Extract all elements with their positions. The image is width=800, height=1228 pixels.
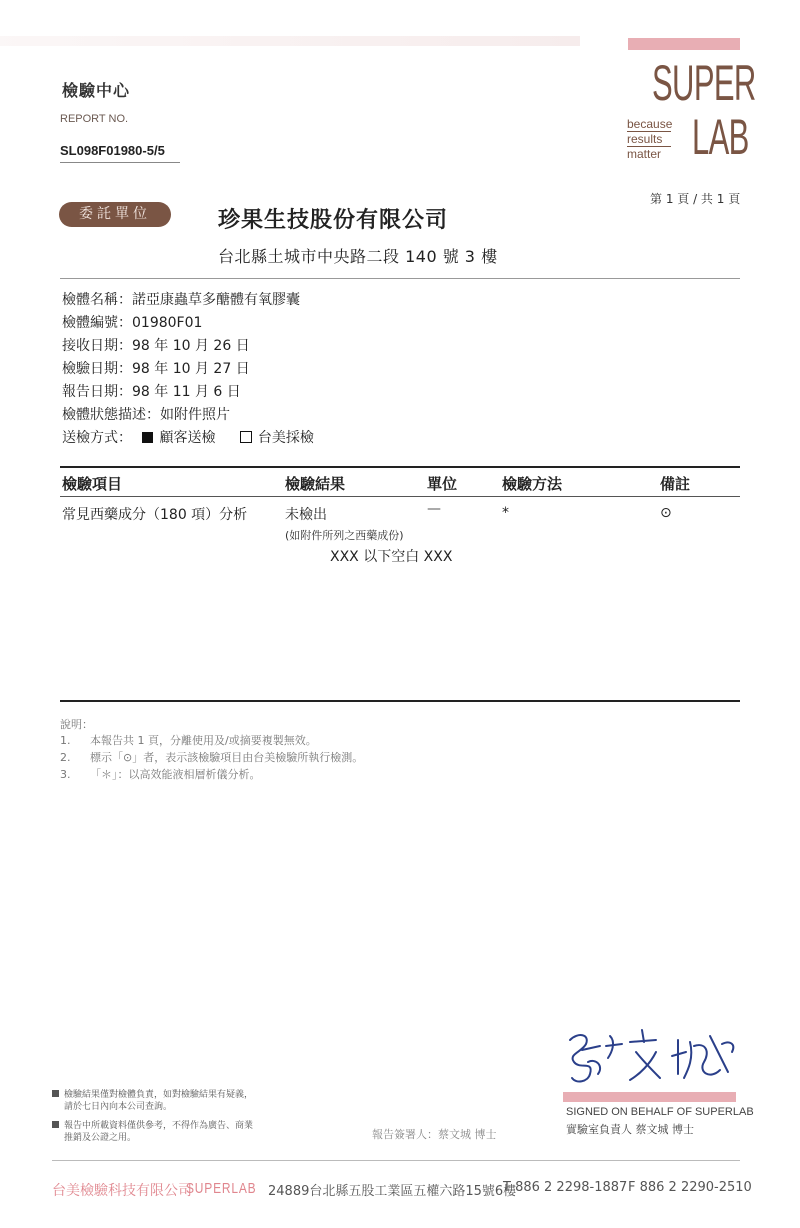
- cell-result: 未檢出: [285, 507, 327, 523]
- column-header-method: 檢驗方法: [502, 475, 563, 493]
- report-number-underline: [60, 162, 180, 163]
- submission-method: [62, 427, 314, 447]
- table-bottom-rule: [60, 700, 740, 702]
- footer-address: 24889台北縣五股工業區五權六路15號6樓: [268, 1184, 517, 1199]
- top-decorative-band: [0, 36, 580, 46]
- bullet-square-icon: [52, 1090, 59, 1097]
- report-signer: 報告簽署人：蔡文城 博士: [372, 1128, 497, 1141]
- report-number: SL098F01980-5/5: [60, 143, 165, 158]
- sample-condition: 檢體狀態描述：如附件照片: [62, 407, 230, 423]
- received-date: 接收日期：98 年 10 月 26 日: [62, 338, 250, 354]
- logo-tagline-divider: [627, 146, 671, 147]
- signed-on-behalf: SIGNED ON BEHALF OF SUPERLAB: [566, 1106, 754, 1118]
- notes-title: 說明：: [60, 718, 93, 731]
- table-header-rule: [60, 496, 740, 497]
- column-header-unit: 單位: [427, 475, 458, 493]
- cell-item: 常見西藥成分（180 項）分析: [62, 507, 248, 523]
- submission-option-checked: [142, 430, 219, 446]
- divider: [60, 278, 740, 279]
- note-item: 1. 本報告共 1 頁，分離使用及/或摘要複製無效。: [60, 734, 317, 747]
- logo-tagline-word: results: [627, 132, 663, 146]
- sample-id: 檢體編號：01980F01: [62, 315, 203, 331]
- cell-remark: ⊙: [660, 505, 672, 521]
- logo-tagline: [627, 117, 672, 162]
- logo-tagline-word: matter: [627, 147, 662, 161]
- testing-center-title: 檢驗中心: [62, 81, 131, 100]
- footer-fax: F 886 2 2290-2510: [628, 1180, 752, 1195]
- column-header-remark: 備註: [660, 475, 691, 493]
- test-date: 檢驗日期：98 年 10 月 27 日: [62, 361, 250, 377]
- disclaimer-item: 檢驗結果僅對檢體負責，如對檢驗結果有疑義， 請於七日內向本公司查詢。: [52, 1089, 253, 1113]
- handwritten-signature: [560, 1022, 750, 1092]
- client-address: 台北縣土城市中央路二段 140 號 3 樓: [218, 247, 498, 266]
- client-badge: 委託單位: [59, 202, 171, 227]
- table-top-rule: [60, 466, 740, 468]
- lab-director: 實驗室負責人 蔡文城 博士: [566, 1123, 694, 1136]
- note-item: 2. 標示「⊙」者，表示該檢驗項目由台美檢驗所執行檢測。: [60, 751, 364, 764]
- blank-below-marker: XXX 以下空白 XXX: [330, 549, 453, 565]
- disclaimer-item: 報告中所載資料僅供參考，不得作為廣告、商業 推銷及公證之用。: [52, 1120, 253, 1144]
- cell-result-note: (如附件所列之西藥成份): [285, 529, 404, 542]
- logo-tagline-divider: [627, 131, 671, 132]
- submission-option-label: 顧客送檢: [159, 430, 216, 446]
- checked-box-icon: [142, 432, 153, 443]
- client-company-name: 珍果生技股份有限公司: [218, 208, 449, 233]
- submission-option-unchecked: [240, 430, 314, 446]
- footer-company-name: 台美檢驗科技有限公司: [52, 1183, 192, 1199]
- note-item: 3. 「＊」：以高效能液相層析儀分析。: [60, 768, 261, 781]
- footer-rule: [52, 1160, 740, 1161]
- report-date: 報告日期：98 年 11 月 6 日: [62, 384, 241, 400]
- footer-telephone: T 886 2 2298-1887: [503, 1180, 628, 1195]
- column-header-result: 檢驗結果: [285, 475, 346, 493]
- submission-label: 送檢方式：: [62, 430, 132, 446]
- logo-accent-bar: [628, 38, 740, 50]
- column-header-item: 檢驗項目: [62, 475, 123, 493]
- cell-unit: —: [427, 501, 441, 517]
- page-indicator: 第 1 頁 / 共 1 頁: [650, 192, 741, 206]
- logo-tagline-word: because: [627, 117, 673, 131]
- submission-option-label: 台美採檢: [257, 430, 314, 446]
- sample-name: 檢體名稱：諾亞康蟲草多醣體有氧膠囊: [62, 292, 300, 308]
- report-no-label: REPORT NO.: [60, 113, 129, 125]
- cell-method: *: [502, 505, 509, 521]
- logo-lab-text: LAB: [692, 109, 749, 165]
- bullet-square-icon: [52, 1121, 59, 1128]
- logo-super-text: SUPER: [652, 55, 756, 111]
- footer-brand: SUPERLAB: [186, 1180, 257, 1197]
- unchecked-box-icon: [240, 431, 252, 443]
- signature-accent-bar: [563, 1092, 736, 1102]
